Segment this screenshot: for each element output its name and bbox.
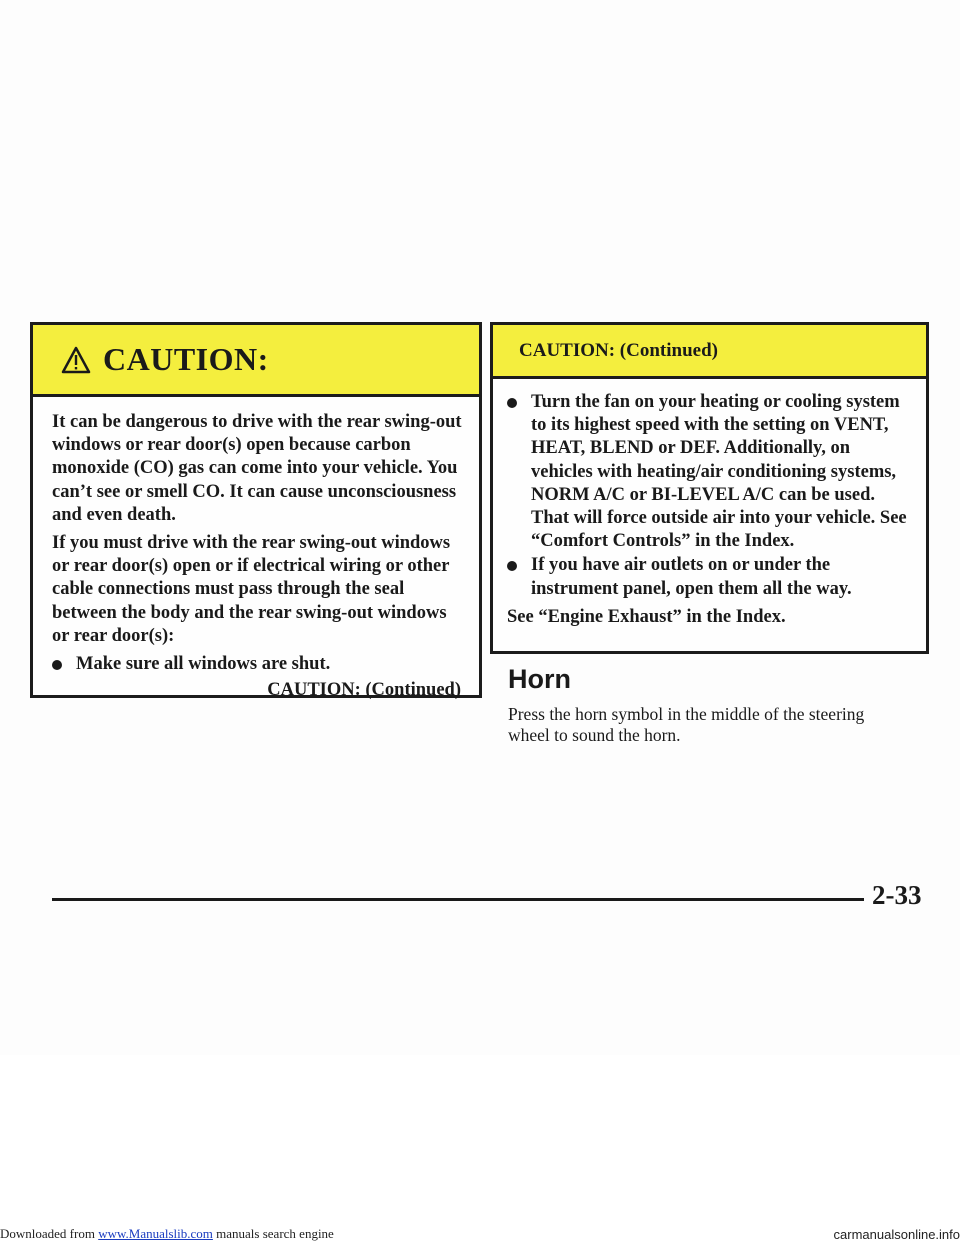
- watermark: carmanualsonline.info: [833, 1227, 960, 1242]
- bullet-icon: [52, 660, 62, 670]
- caution-header: [493, 325, 926, 379]
- caution-paragraph: It can be dangerous to drive with the rear swing-out windows or rear door(s) open because carbon monoxide (CO) gas can come into your vehicle. You can’t see or smell CO. It can cause unconsciousness and even death.: [52, 412, 462, 525]
- caution-continued-label: CAUTION: (Continued): [267, 680, 461, 701]
- bullet-item: Make sure all windows are shut.: [52, 653, 465, 676]
- caution-box-left: [30, 322, 482, 701]
- caution-body: [493, 379, 926, 629]
- caution-title: CAUTION:: [103, 341, 269, 377]
- caution-title: CAUTION: (Continued): [519, 339, 718, 361]
- bullet-item: Turn the fan on your heating or cooling system to its highest speed with the setting on VENT, HEAT, BLEND or DEF. Additionally, on vehicles with heating/air conditioning systems, NORM A/C or BI-LEVEL A/C can be used. That will force outside air into your vehicle. See “Comfort Controls” in the Index.: [507, 391, 912, 553]
- bullet-icon: [507, 398, 517, 408]
- page-number: 2-33: [872, 880, 922, 910]
- caution-body: [33, 397, 479, 702]
- caution-box-right: [490, 322, 929, 654]
- caution-header: [33, 325, 479, 397]
- caution-paragraph: If you must drive with the rear swing-out windows or rear door(s) open or if electrical wiring or other cable connections must pass through the seal between the body and the rear swing-out windows or rear door(s):: [52, 533, 451, 646]
- page-rule: [52, 898, 864, 901]
- bullet-icon: [507, 561, 517, 571]
- see-also-reference: See “Engine Exhaust” in the Index.: [507, 606, 786, 627]
- section-text: Press the horn symbol in the middle of the steering wheel to sound the horn.: [508, 704, 865, 745]
- section-title: Horn: [508, 664, 571, 694]
- bullet-item: If you have air outlets on or under the instrument panel, open them all the way.: [507, 554, 912, 600]
- manualslib-link[interactable]: www.Manualslib.com: [98, 1226, 213, 1241]
- warning-triangle-icon: [61, 346, 91, 374]
- download-footer: Downloaded from www.Manualslib.com manuals search engine: [0, 1226, 334, 1241]
